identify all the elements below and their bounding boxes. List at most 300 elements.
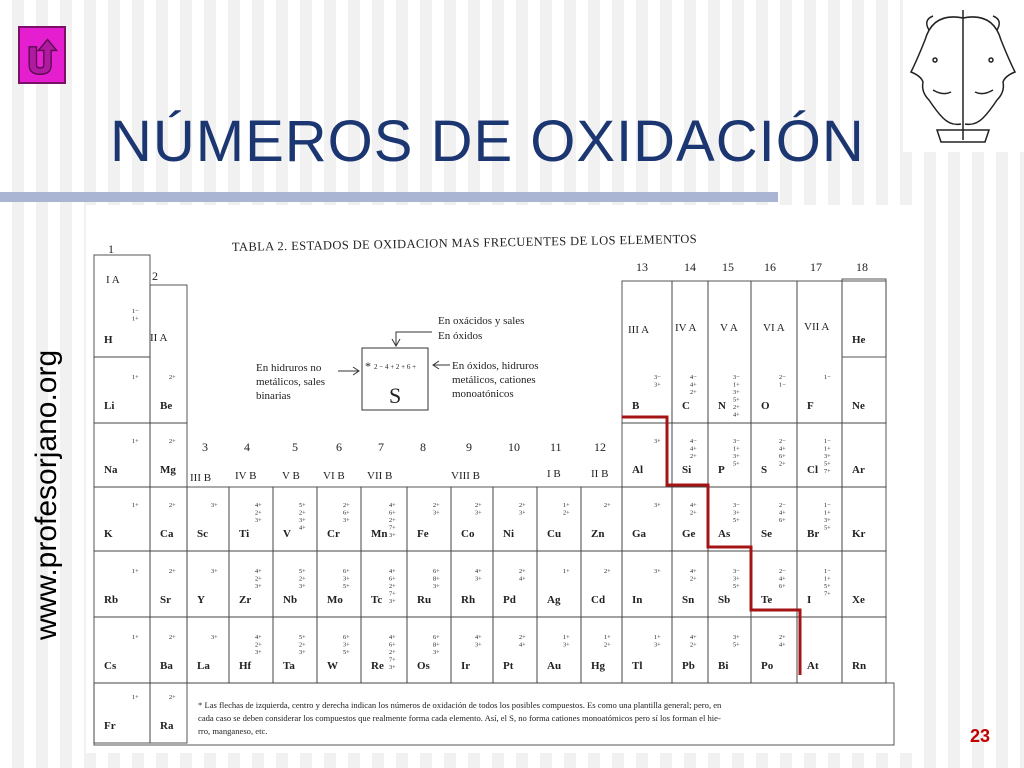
element-symbol: Xe: [852, 594, 865, 606]
element-cell: [581, 487, 622, 551]
element-symbol: W: [327, 660, 338, 672]
element-cell: [622, 617, 672, 683]
oxidation-state: 3+: [733, 453, 740, 460]
element-cell: [361, 487, 407, 551]
oxidation-state: 3+: [211, 568, 218, 575]
element-cell: [842, 551, 886, 617]
oxidation-state: 1−: [824, 568, 831, 575]
group-number: 1: [108, 242, 114, 256]
oxidation-state: 2−: [779, 374, 786, 381]
element-cell: [273, 551, 317, 617]
legend-top-2: En óxidos: [438, 330, 483, 342]
oxidation-state: 2+: [255, 509, 262, 517]
element-cell: [751, 423, 797, 487]
element-cell: [622, 423, 672, 487]
element-cell: [94, 683, 150, 743]
oxidation-state: 5+: [733, 583, 740, 590]
group-number: 8: [420, 440, 426, 454]
element-symbol: Mn: [371, 528, 388, 540]
element-symbol: Pt: [503, 660, 514, 672]
element-symbol: Mo: [327, 594, 343, 606]
group-label: II A: [150, 332, 168, 344]
oxidation-state: 2+: [255, 575, 262, 583]
element-symbol: O: [761, 400, 770, 412]
element-cell: [150, 423, 187, 487]
oxidation-state: 4+: [690, 381, 697, 389]
element-cell: [797, 551, 842, 617]
element-cell: [94, 357, 150, 423]
oxidation-state: 3+: [654, 641, 661, 649]
oxidation-state: 3−: [654, 374, 661, 381]
element-cell: [361, 551, 407, 617]
u-turn-arrow-icon: [20, 28, 64, 82]
oxidation-state: 1+: [132, 694, 139, 701]
oxidation-state: 3+: [255, 583, 262, 590]
oxidation-state: 2+: [389, 583, 396, 590]
element-cell: [493, 617, 537, 683]
oxidation-state: 4+: [299, 524, 306, 532]
oxidation-state: 4+: [255, 568, 262, 575]
oxidation-state: 1−: [824, 374, 831, 381]
legend-star: *: [365, 359, 371, 373]
oxidation-state: 2+: [519, 568, 526, 575]
oxidation-state: 2−: [779, 438, 786, 445]
oxidation-state: 1+: [132, 315, 139, 323]
element-symbol: Hf: [239, 660, 252, 672]
oxidation-state: 3+: [733, 389, 740, 396]
element-cell: [537, 617, 581, 683]
group-label: II B: [591, 468, 609, 480]
element-symbol: At: [807, 660, 819, 672]
element-cell: [361, 617, 407, 683]
element-symbol: Te: [761, 594, 773, 606]
element-symbol: I: [807, 594, 812, 606]
element-symbol: Ru: [417, 594, 432, 606]
element-cell: [537, 487, 581, 551]
element-symbol: Ag: [547, 594, 561, 606]
element-symbol: Ba: [160, 660, 173, 672]
element-symbol: Cs: [104, 660, 117, 672]
oxidation-state: 4+: [255, 634, 262, 641]
element-cell: [317, 487, 361, 551]
element-symbol: Be: [160, 400, 173, 412]
element-symbol: Nb: [283, 594, 298, 606]
oxidation-state: 3−: [733, 568, 740, 575]
oxidation-state: 6+: [779, 517, 786, 524]
oxidation-state: 3+: [299, 649, 306, 656]
oxidation-state: 3+: [343, 641, 350, 649]
element-cell: [451, 551, 493, 617]
group-number: 16: [764, 260, 776, 274]
oxidation-state: 2+: [779, 634, 786, 641]
element-cell: [94, 423, 150, 487]
oxidation-state: 2+: [389, 517, 396, 524]
element-cell: [797, 617, 842, 683]
group-label: VII A: [804, 321, 830, 333]
oxidation-state: 3−: [733, 438, 740, 445]
legend-right-1: En óxidos, hidruros: [452, 360, 539, 372]
element-cell: [751, 551, 797, 617]
oxidation-state: 7+: [824, 590, 831, 598]
element-symbol: P: [718, 464, 725, 476]
oxidation-state: 2+: [690, 509, 697, 517]
element-symbol: K: [104, 528, 113, 540]
element-cell: [317, 551, 361, 617]
group-label: VII B: [367, 470, 393, 482]
element-symbol: Pb: [682, 660, 695, 672]
home-button[interactable]: [18, 26, 66, 84]
oxidation-state: 5+: [733, 396, 740, 404]
oxidation-state: 3+: [475, 575, 482, 583]
element-symbol: Li: [104, 400, 115, 412]
oxidation-state: 1+: [132, 568, 139, 575]
element-symbol: Os: [417, 660, 430, 672]
legend-left-2: metálicos, sales: [256, 376, 326, 388]
oxidation-state: 3+: [733, 509, 740, 517]
group-number: 3: [202, 440, 208, 454]
oxidation-state: 4+: [519, 575, 526, 583]
oxidation-state: 1+: [824, 509, 831, 517]
oxidation-state: 2+: [779, 460, 786, 468]
element-symbol: Hg: [591, 660, 606, 672]
oxidation-state: 1+: [733, 381, 740, 389]
oxidation-state: 2+: [604, 641, 611, 649]
oxidation-state: 4+: [255, 502, 262, 509]
element-symbol: Zn: [591, 528, 605, 540]
oxidation-state: 3+: [343, 517, 350, 524]
element-symbol: In: [632, 594, 643, 606]
element-cell: [273, 487, 317, 551]
element-symbol: Sb: [718, 594, 731, 606]
oxidation-state: 3+: [654, 568, 661, 575]
oxidation-state: 1−: [824, 438, 831, 445]
element-cell: [622, 281, 672, 423]
oxidation-state: 2+: [690, 453, 697, 460]
element-symbol: Cl: [807, 464, 818, 476]
element-symbol: Pd: [503, 594, 516, 606]
element-symbol: B: [632, 400, 640, 412]
oxidation-state: 7+: [824, 468, 831, 475]
oxidation-state: 5+: [824, 460, 831, 468]
element-cell: [229, 551, 273, 617]
element-cell: [150, 487, 187, 551]
oxidation-state: 3+: [255, 649, 262, 656]
oxidation-state: 1+: [563, 634, 570, 641]
legend-left-3: binarias: [256, 390, 291, 402]
element-symbol: Al: [632, 464, 643, 476]
oxidation-state: 6+: [433, 568, 440, 575]
element-cell: [581, 551, 622, 617]
oxidation-state: 1+: [563, 568, 570, 575]
group-number: 11: [550, 440, 562, 454]
oxidation-state: 2−: [779, 502, 786, 509]
element-symbol: Ca: [160, 528, 174, 540]
legend-left-1: En hidruros no: [256, 362, 322, 374]
oxidation-state: 3+: [299, 517, 306, 524]
element-cell: [842, 487, 886, 551]
oxidation-state: 3+: [255, 517, 262, 524]
element-symbol: Tl: [632, 660, 643, 672]
oxidation-state: 1+: [132, 634, 139, 641]
group-label: V B: [282, 470, 300, 482]
element-cell: [150, 683, 187, 743]
oxidation-state: 3+: [824, 453, 831, 460]
element-cell: [708, 551, 751, 617]
oxidation-state: 6+: [779, 583, 786, 590]
element-cell: [751, 617, 797, 683]
footnote-line-2: cada caso se deben considerar los compuestos que realmente forma cada elemento. Así, el S, no forma cationes monoatómicos pero sí los forman el hie-: [198, 713, 721, 723]
oxidation-state: 5+: [733, 641, 740, 649]
oxidation-state: 4+: [733, 411, 740, 419]
element-symbol: Cr: [327, 528, 340, 540]
oxidation-state: 4−: [690, 374, 697, 381]
oxidation-state: 1+: [132, 502, 139, 509]
element-cell: [407, 551, 451, 617]
oxidation-state: 3+: [343, 575, 350, 583]
element-cell: [150, 617, 187, 683]
group-label: V A: [720, 322, 738, 334]
element-cell: [672, 281, 708, 423]
oxidation-state: 4+: [519, 641, 526, 649]
periodic-table: [86, 205, 914, 753]
oxidation-state: 2+: [690, 641, 697, 649]
element-cell: [187, 617, 229, 683]
oxidation-state: 1+: [604, 634, 611, 641]
oxidation-state: 6+: [343, 568, 350, 575]
oxidation-state: 3+: [654, 438, 661, 445]
oxidation-state: 3+: [433, 649, 440, 656]
oxidation-state: 4+: [690, 568, 697, 575]
element-symbol: Ga: [632, 528, 647, 540]
oxidation-state: 2+: [169, 502, 176, 509]
oxidation-state: 6+: [343, 509, 350, 517]
group-number: 14: [684, 260, 696, 274]
oxidation-state: 2−: [779, 568, 786, 575]
oxidation-state: 3+: [433, 583, 440, 590]
element-cell: [672, 617, 708, 683]
legend-states: 2 − 4 + 2 + 6 +: [374, 363, 417, 371]
oxidation-state: 3+: [389, 664, 396, 671]
element-symbol: La: [197, 660, 210, 672]
element-cell: [94, 487, 150, 551]
element-cell: [797, 281, 842, 423]
element-symbol: Rh: [461, 594, 476, 606]
oxidation-state: 3+: [211, 502, 218, 509]
element-symbol: Bi: [718, 660, 729, 672]
element-cell: [493, 487, 537, 551]
element-symbol: Ra: [160, 720, 174, 732]
element-symbol: Na: [104, 464, 118, 476]
oxidation-state: 2+: [519, 502, 526, 509]
element-cell: [751, 487, 797, 551]
element-cell: [187, 487, 229, 551]
oxidation-state: 1+: [824, 575, 831, 583]
element-symbol: Cu: [547, 528, 562, 540]
element-cell: [751, 281, 797, 423]
element-cell: [317, 617, 361, 683]
element-symbol: Zr: [239, 594, 252, 606]
element-symbol: Mg: [160, 464, 176, 476]
group-label: III A: [628, 324, 650, 336]
group-number: 12: [594, 440, 606, 454]
oxidation-state: 2+: [389, 649, 396, 656]
oxidation-state: 2+: [563, 509, 570, 517]
group-label: IV B: [235, 470, 257, 482]
group-number: 18: [856, 260, 868, 274]
oxidation-state: 1+: [563, 502, 570, 509]
legend: [256, 315, 538, 410]
element-symbol: Sn: [682, 594, 695, 606]
element-symbol: Si: [682, 464, 692, 476]
group-number: 5: [292, 440, 298, 454]
element-symbol: Po: [761, 660, 774, 672]
element-cell: [273, 617, 317, 683]
element-symbol: F: [807, 400, 814, 412]
oxidation-state: 5+: [343, 649, 350, 656]
oxidation-state: 4+: [389, 634, 396, 641]
element-symbol: Rb: [104, 594, 119, 606]
element-cell: [187, 551, 229, 617]
element-cell: [94, 551, 150, 617]
oxidation-state: 3+: [519, 509, 526, 517]
element-cell: [708, 617, 751, 683]
oxidation-state: 6+: [389, 509, 396, 517]
legend-right-2: metálicos, cationes: [452, 374, 536, 386]
group-number: 10: [508, 440, 520, 454]
element-symbol: Ne: [852, 400, 865, 412]
oxidation-state: 5+: [343, 583, 350, 590]
element-symbol: Ar: [852, 464, 865, 476]
oxidation-state: 2+: [255, 641, 262, 649]
element-symbol: As: [718, 528, 731, 540]
element-symbol: Co: [461, 528, 475, 540]
website-url[interactable]: www.profesorjano.org: [30, 349, 63, 640]
oxidation-state: 2+: [690, 575, 697, 583]
oxidation-state: 1−: [824, 502, 831, 509]
oxidation-state: 4+: [779, 509, 786, 517]
group-number: 17: [810, 260, 822, 274]
oxidation-state: 7+: [389, 524, 396, 532]
oxidation-state: 3+: [563, 641, 570, 649]
oxidation-state: 6+: [343, 634, 350, 641]
oxidation-state: 8+: [433, 641, 440, 649]
table-heading: TABLA 2. ESTADOS DE OXIDACION MAS FRECUENTES DE LOS ELEMENTOS: [231, 231, 698, 254]
element-cell: [229, 487, 273, 551]
oxidation-state: 3+: [389, 532, 396, 539]
oxidation-state: 6+: [433, 634, 440, 641]
oxidation-state: 3−: [733, 374, 740, 381]
oxidation-state: 3+: [733, 634, 740, 641]
element-symbol: C: [682, 400, 690, 412]
oxidation-state: 5+: [299, 568, 306, 575]
oxidation-state: 4+: [779, 575, 786, 583]
oxidation-state: 2+: [299, 575, 306, 583]
group-label: VIII B: [451, 470, 481, 482]
element-cell: [672, 487, 708, 551]
oxidation-state: 3+: [475, 509, 482, 517]
oxidation-state: 4−: [690, 438, 697, 445]
legend-right-3: monoatónicos: [452, 388, 514, 400]
oxidation-state: 4+: [690, 445, 697, 453]
group-label: I A: [106, 274, 120, 286]
element-symbol: Ge: [682, 528, 696, 540]
title-divider: [0, 192, 778, 202]
element-symbol: Kr: [852, 528, 866, 540]
oxidation-state: 7+: [389, 590, 396, 598]
oxidation-state: 2+: [519, 634, 526, 641]
oxidation-state: 5+: [824, 583, 831, 590]
element-symbol: Ni: [503, 528, 514, 540]
group-label: III B: [190, 472, 212, 484]
group-label: IV A: [675, 322, 697, 334]
oxidation-state: 2+: [169, 374, 176, 381]
oxidation-state: 6+: [389, 575, 396, 583]
oxidation-state: 3+: [299, 583, 306, 590]
oxidation-state: 5+: [733, 460, 740, 468]
element-cell: [708, 281, 751, 423]
oxidation-state: 3+: [389, 598, 396, 605]
oxidation-state: 2+: [169, 438, 176, 445]
footnote-line-1: * Las flechas de izquierda, centro y derecha indican los números de oxidación de todos los posibles compuestos. Es como una plantilla general; pero, en: [198, 700, 722, 710]
element-cell: [94, 617, 150, 683]
oxidation-state: 1+: [733, 445, 740, 453]
oxidation-state: 1+: [824, 445, 831, 453]
element-cell: [150, 551, 187, 617]
oxidation-state: 2+: [733, 404, 740, 411]
element-symbol: Fr: [104, 720, 116, 732]
element-cell: [842, 617, 886, 683]
element-symbol: Rn: [852, 660, 867, 672]
element-symbol: Y: [197, 594, 205, 606]
oxidation-state: 1+: [132, 438, 139, 445]
oxidation-state: 2+: [690, 389, 697, 396]
oxidation-state: 5+: [733, 517, 740, 524]
oxidation-state: 5+: [299, 634, 306, 641]
oxidation-state: 5+: [824, 524, 831, 532]
element-symbol: H: [104, 334, 113, 346]
element-symbol: Se: [761, 528, 772, 540]
page-number: 23: [969, 726, 990, 746]
element-symbol: Cd: [591, 594, 606, 606]
oxidation-state: 8+: [433, 575, 440, 583]
group-number: 15: [722, 260, 734, 274]
element-cell: [407, 487, 451, 551]
footnote-line-3: rro, manganeso, etc.: [198, 726, 268, 736]
oxidation-state: 4+: [690, 634, 697, 641]
element-cell: [797, 423, 842, 487]
element-symbol: Br: [807, 528, 820, 540]
oxidation-state: 1+: [654, 634, 661, 641]
element-cell: [537, 551, 581, 617]
element-cell: [451, 487, 493, 551]
legend-top-1: En oxácidos y sales: [438, 315, 525, 327]
oxidation-state: 4+: [690, 502, 697, 509]
oxidation-state: 2+: [475, 502, 482, 509]
element-symbol: Ir: [461, 660, 471, 672]
element-symbol: He: [852, 334, 866, 346]
group-label: VI A: [763, 322, 785, 334]
group-number: 4: [244, 440, 250, 454]
oxidation-state: 2+: [169, 568, 176, 575]
oxidation-state: 1−: [779, 381, 786, 389]
oxidation-state: 2+: [299, 509, 306, 517]
oxidation-state: 4+: [779, 445, 786, 453]
element-symbol: Fe: [417, 528, 429, 540]
oxidation-state: 5+: [299, 502, 306, 509]
oxidation-state: 6+: [779, 453, 786, 460]
group-number: 2: [152, 269, 158, 283]
oxidation-state: 2+: [169, 634, 176, 641]
